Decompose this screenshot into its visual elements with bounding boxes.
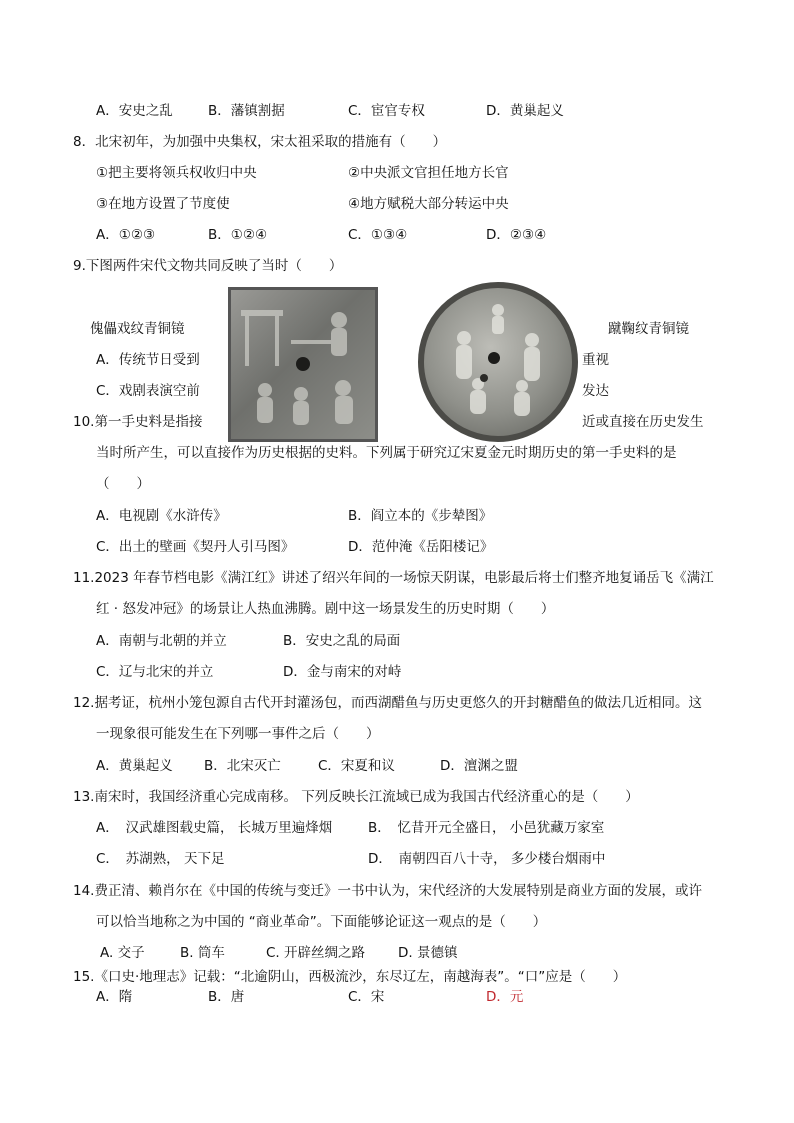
q14-option-b: B. 筒车 — [180, 945, 225, 961]
q9-option-a-right: 重视 — [582, 352, 609, 368]
q10-line2: 当时所产生，可以直接作为历史根据的史料。下列属于研究辽宋夏金元时期历史的第一手史料的是 — [96, 445, 677, 461]
q12-option-b: B．北宋灭亡 — [204, 758, 281, 774]
cuju-mirror-image — [418, 282, 578, 442]
q14-option-d: D. 景德镇 — [398, 945, 458, 961]
q12-option-c: C．宋夏和议 — [318, 758, 395, 774]
puppet-show-mirror-relief — [231, 290, 375, 439]
q8-option-d: D．②③④ — [486, 227, 547, 243]
q9-left-caption: 傀儡戏纹青铜镜 — [90, 321, 185, 337]
q13-option-d: D． 南朝四百八十寺， 多少楼台烟雨中 — [368, 851, 606, 867]
q8-statement-3: ③在地方设置了节度使 — [96, 196, 230, 212]
q9-option-c-right: 发达 — [582, 383, 609, 399]
q15-option-b: B．唐 — [208, 989, 245, 1005]
q10-line1-right: 近或直接在历史发生 — [582, 414, 704, 430]
q11-line2: 红 · 怒发冲冠》的场景让人热血沸腾。剧中这一场景发生的历史时期（ ） — [96, 601, 555, 617]
q9-right-caption: 蹴鞠纹青铜镜 — [608, 321, 689, 337]
q11-option-d: D．金与南宋的对峙 — [283, 664, 402, 680]
q14-line2: 可以恰当地称之为中国的 “商业革命”。下面能够论证这一观点的是（ ） — [96, 914, 547, 930]
q15-stem: 15.《口史·地理志》记载：“北逾阴山，西极流沙，东尽辽左，南越海表”。“口”应是（ ） — [73, 969, 627, 985]
q15-option-a: A．隋 — [96, 989, 133, 1005]
q8-option-a: A．①②③ — [96, 227, 156, 243]
q9-stem: 9.下图两件宋代文物共同反映了当时（ ） — [73, 258, 343, 274]
q10-option-b: B．阎立本的《步辇图》 — [348, 508, 493, 524]
q8-statement-2: ②中央派文官担任地方长官 — [348, 165, 509, 181]
cuju-mirror-relief — [424, 288, 572, 436]
q10-option-c: C．出土的壁画《契丹人引马图》 — [96, 539, 295, 555]
q14-option-c: C. 开辟丝绸之路 — [266, 945, 366, 961]
q13-stem: 13.南宋时，我国经济重心完成南移。 下列反映长江流域已成为我国古代经济重心的是（ ） — [73, 789, 639, 805]
q8-statement-4: ④地方赋税大部分转运中央 — [348, 196, 509, 212]
q12-line1: 12.据考证，杭州小笼包源自古代开封灌汤包，而西湖醋鱼与历史更悠久的开封糖醋鱼的做法几近相同。这 — [73, 695, 702, 711]
q9-option-a-left: A．传统节日受到 — [96, 352, 200, 368]
q10-option-a: A．电视剧《水浒传》 — [96, 508, 227, 524]
q15-option-d-answer: D．元 — [486, 989, 524, 1005]
q12-option-d: D．澶渊之盟 — [440, 758, 518, 774]
q8-statement-1: ①把主要将领兵权收归中央 — [96, 165, 257, 181]
q13-option-b: B． 忆昔开元全盛日， 小邑犹藏万家室 — [368, 820, 605, 836]
q10-line1-left: 10.第一手史料是指接 — [73, 414, 203, 430]
q15-option-c: C．宋 — [348, 989, 385, 1005]
q13-option-c: C． 苏湖熟， 天下足 — [96, 851, 225, 867]
q7-option-c: C．宦官专权 — [348, 103, 425, 119]
q12-option-a: A．黄巢起义 — [96, 758, 173, 774]
q8-option-b: B．①②④ — [208, 227, 268, 243]
q7-option-d: D．黄巢起义 — [486, 103, 564, 119]
q13-option-a: A． 汉武雄图载史篇， 长城万里遍烽烟 — [96, 820, 333, 836]
q10-line3: （ ） — [96, 476, 150, 492]
q8-stem: 8．北宋初年，为加强中央集权，宋太祖采取的措施有（ ） — [73, 134, 447, 150]
q7-option-a: A．安史之乱 — [96, 103, 173, 119]
q11-option-c: C．辽与北宋的并立 — [96, 664, 214, 680]
q9-option-c-left: C．戏剧表演空前 — [96, 383, 200, 399]
q14-option-a: A. 交子 — [100, 945, 145, 961]
q12-line2: 一现象很可能发生在下列哪一事件之后（ ） — [96, 726, 380, 742]
puppet-show-mirror-image — [228, 287, 378, 442]
q8-option-c: C．①③④ — [348, 227, 408, 243]
q10-option-d: D．范仲淹《岳阳楼记》 — [348, 539, 494, 555]
q14-line1: 14.费正清、赖肖尔在《中国的传统与变迁》一书中认为，宋代经济的大发展特别是商业方面的发展，或许 — [73, 883, 702, 899]
q11-option-b: B．安史之乱的局面 — [283, 633, 401, 649]
q11-line1: 11.2023 年春节档电影《满江红》讲述了绍兴年间的一场惊天阴谋，电影最后将士们整齐地复诵岳飞《满江 — [73, 570, 714, 586]
q11-option-a: A．南朝与北朝的并立 — [96, 633, 227, 649]
q7-option-b: B．藩镇割据 — [208, 103, 285, 119]
